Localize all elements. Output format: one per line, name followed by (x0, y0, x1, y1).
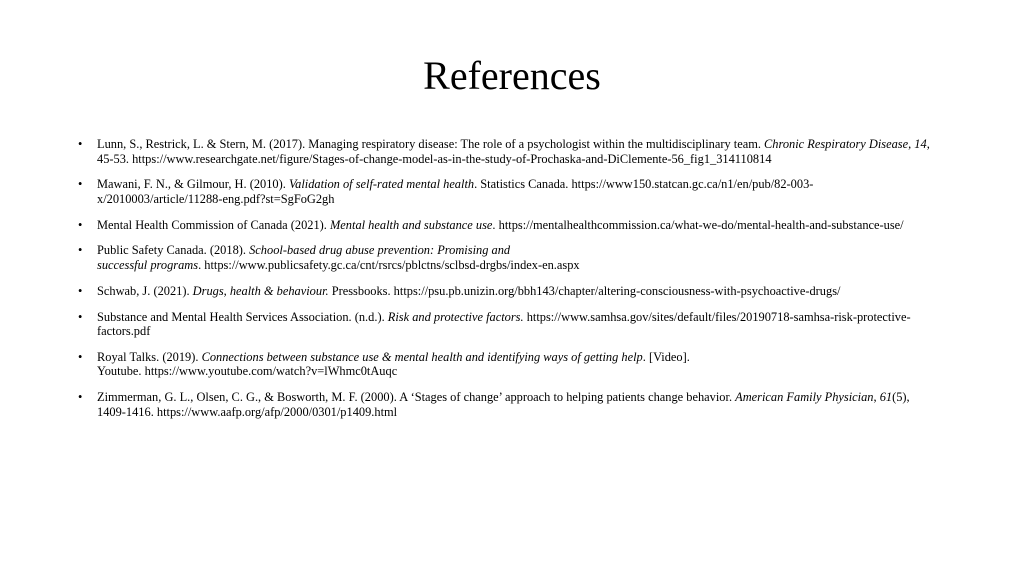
page-title: References (423, 53, 601, 98)
reference-text: , 45-53. https://www.researchgate.net/figure/Stages-of-change-model-as-in-the-study-of-Prochaska-and-DiClemente-56_fig1_314110814 (97, 137, 930, 166)
bullet-icon: • (78, 283, 83, 298)
reference-item (78, 218, 938, 233)
reference-text: Schwab, J. (2021). (97, 283, 193, 298)
reference-italic-text: American Family Physician (735, 390, 874, 405)
reference-text: Mawani, F. N., & Gilmour, H. (2010). (97, 177, 289, 192)
reference-text: . https://www.publicsafety.gc.ca/cnt/rsrcs/pblctns/sclbsd-drgbs/index-en.aspx (198, 257, 580, 272)
bullet-icon: • (78, 390, 83, 405)
bullet-icon: • (78, 137, 83, 151)
reference-item (78, 284, 938, 299)
reference-text: . [Video]. (642, 349, 690, 364)
reference-italic-text: Validation of self-rated mental health (288, 177, 475, 192)
reference-text: , (873, 390, 880, 405)
bullet-icon: • (78, 217, 83, 232)
bullet-icon: • (78, 177, 83, 192)
reference-text: Mental Health Commission of Canada (2021). (97, 217, 330, 232)
reference-item (78, 350, 938, 379)
bullet-icon: • (78, 349, 83, 364)
reference-item (78, 310, 938, 339)
bullet-icon: • (78, 309, 83, 324)
reference-italic-text: Chronic Respiratory Disease, 14 (764, 137, 927, 151)
reference-text: Lunn, S., Restrick, L. & Stern, M. (2017). Managing respiratory disease: The role of a psychologist within the multidisciplinary team. (97, 137, 765, 151)
reference-text: Pressbooks. https://psu.pb.unizin.org/bbh143/chapter/altering-consciousness-with-psychoactive-drugs/ (328, 283, 841, 298)
reference-text: Public Safety Canada. (2018). (97, 243, 250, 258)
reference-item (78, 390, 938, 419)
reference-item (78, 137, 938, 166)
bullet-icon: • (78, 243, 83, 258)
reference-item (78, 243, 938, 272)
reference-list (78, 137, 938, 431)
reference-text: (5), 1409-1416. https://www.aafp.org/afp/2000/0301/p1409.html (97, 390, 910, 419)
reference-text: Royal Talks. (2019). (97, 349, 202, 364)
reference-text: Substance and Mental Health Services Association. (n.d.). (97, 309, 388, 324)
reference-italic-text: 61 (879, 390, 893, 405)
reference-italic-text: successful programs (97, 257, 199, 272)
reference-text: https://www.samhsa.gov/sites/default/files/20190718-samhsa-risk-protective-factors.pdf (97, 309, 911, 339)
reference-text: . https://mentalhealthcommission.ca/what-we-do/mental-health-and-substance-use/ (492, 217, 904, 232)
reference-italic-text: Risk and protective factors. (387, 309, 524, 324)
reference-italic-text: Drugs, health & behaviour. (192, 283, 329, 298)
reference-italic-text: Connections between substance use & mental health and identifying ways of getting help (201, 349, 643, 364)
reference-item (78, 177, 938, 206)
reference-text: . Statistics Canada. https://www150.statcan.gc.ca/n1/en/pub/82-003-x/2010003/article/11288-eng.pdf?st=SgFoG2gh (97, 177, 814, 206)
reference-italic-text: School-based drug abuse prevention: Promising and (249, 243, 511, 258)
reference-text: Youtube. https://www.youtube.com/watch?v=lWhmc0tAuqc (97, 364, 398, 379)
reference-italic-text: Mental health and substance use (329, 217, 493, 232)
reference-text: Zimmerman, G. L., Olsen, C. G., & Bosworth, M. F. (2000). A ‘Stages of change’ approach to helping patients change behavior. (97, 390, 736, 405)
